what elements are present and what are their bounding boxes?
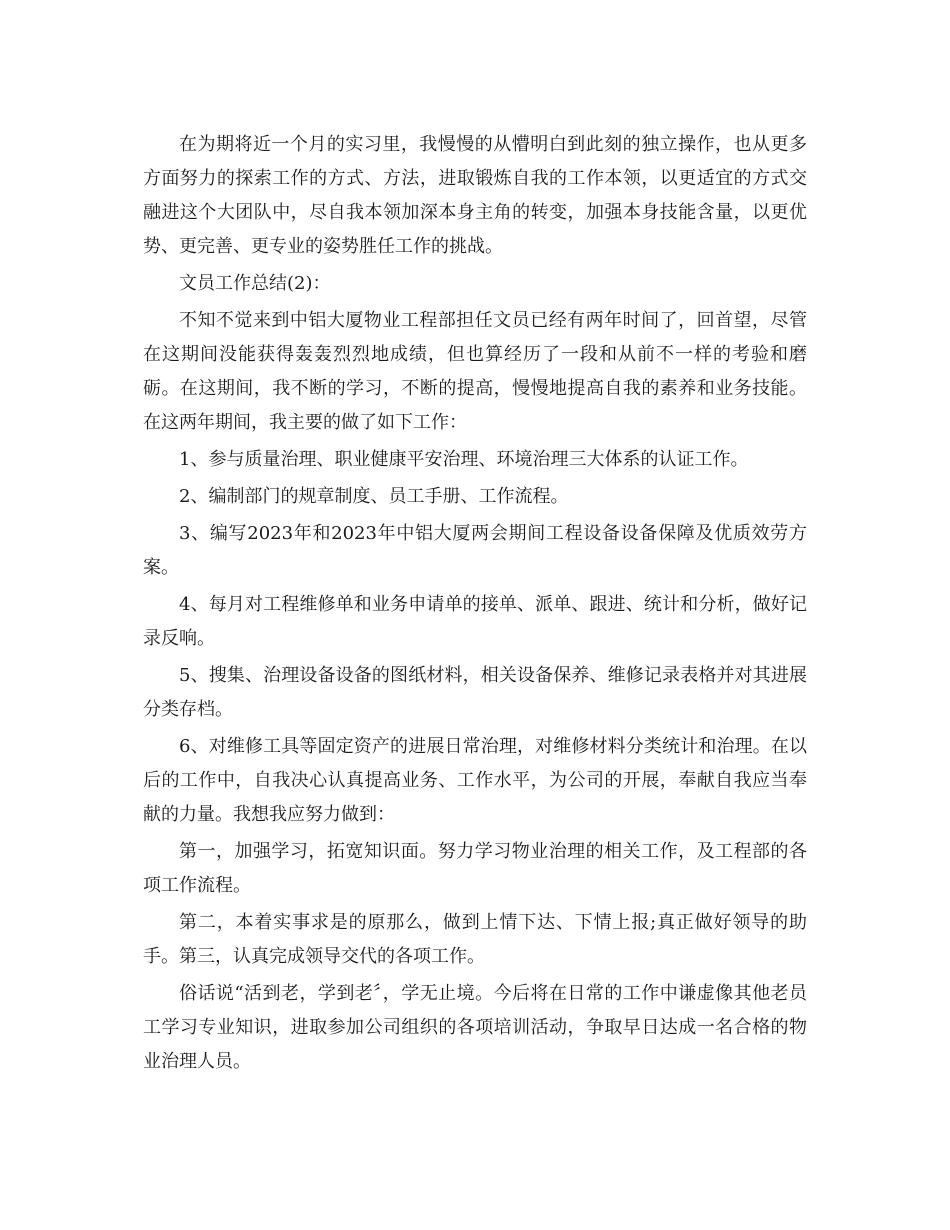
- paragraph-second-third-points: 第二，本着实事求是的原那么，做到上情下达、下情上报;真正做好领导的助手。第三，认真完成领导交代的各项工作。: [143, 912, 807, 967]
- paragraph-first-point: 第一，加强学习，拓宽知识面。努力学习物业治理的相关工作，及工程部的各项工作流程。: [143, 841, 807, 896]
- paragraph-closing: 俗话说“活到老，学到老〞，学无止境。今后将在日常的工作中谦虚像其他老员工学习专业知识，进取参加公司组织的各项培训活动，争取早日达成一名合格的物业治理人员。: [143, 983, 807, 1072]
- paragraph-heading-summary-2: 文员工作总结(2)：: [179, 273, 331, 294]
- paragraph-two-years-intro: 不知不觉来到中铝大厦物业工程部担任文员已经有两年时间了，回首望，尽管在这期间没能获得轰轰烈烈地成绩，但也算经历了一段和从前不一样的考验和磨砺。在这期间，我不断的学习，不断的提高，慢慢地提高自我的素养和业务技能。在这两年期间，我主要的做了如下工作：: [143, 310, 807, 433]
- list-item-3: 3、编写2023年和2023年中铝大厦两会期间工程设备设备保障及优质效劳方案。: [143, 523, 807, 578]
- list-item-5: 5、搜集、治理设备设备的图纸材料，相关设备保养、维修记录表格并对其进展分类存档。: [143, 665, 807, 720]
- list-item-2: 2、编制部门的规章制度、员工手册、工作流程。: [179, 486, 569, 507]
- document-body: [143, 128, 807, 1082]
- paragraph-internship-intro: 在为期将近一个月的实习里，我慢慢的从懵明白到此刻的独立操作，也从更多方面努力的探索工作的方式、方法，进取锻炼自我的工作本领，以更适宜的方式交融进这个大团队中，尽自我本领加深本身主角的转变，加强本身技能含量，以更优势、更完善、更专业的姿势胜任工作的挑战。: [143, 134, 807, 257]
- list-item-1: 1、参与质量治理、职业健康平安治理、环境治理三大体系的认证工作。: [179, 449, 749, 470]
- list-item-6: 6、对维修工具等固定资产的进展日常治理，对维修材料分类统计和治理。在以后的工作中，自我决心认真提高业务、工作水平，为公司的开展，奉献自我应当奉献的力量。我想我应努力做到：: [143, 736, 807, 825]
- list-item-4: 4、每月对工程维修单和业务申请单的接单、派单、跟进、统计和分析，做好记录反响。: [143, 594, 807, 649]
